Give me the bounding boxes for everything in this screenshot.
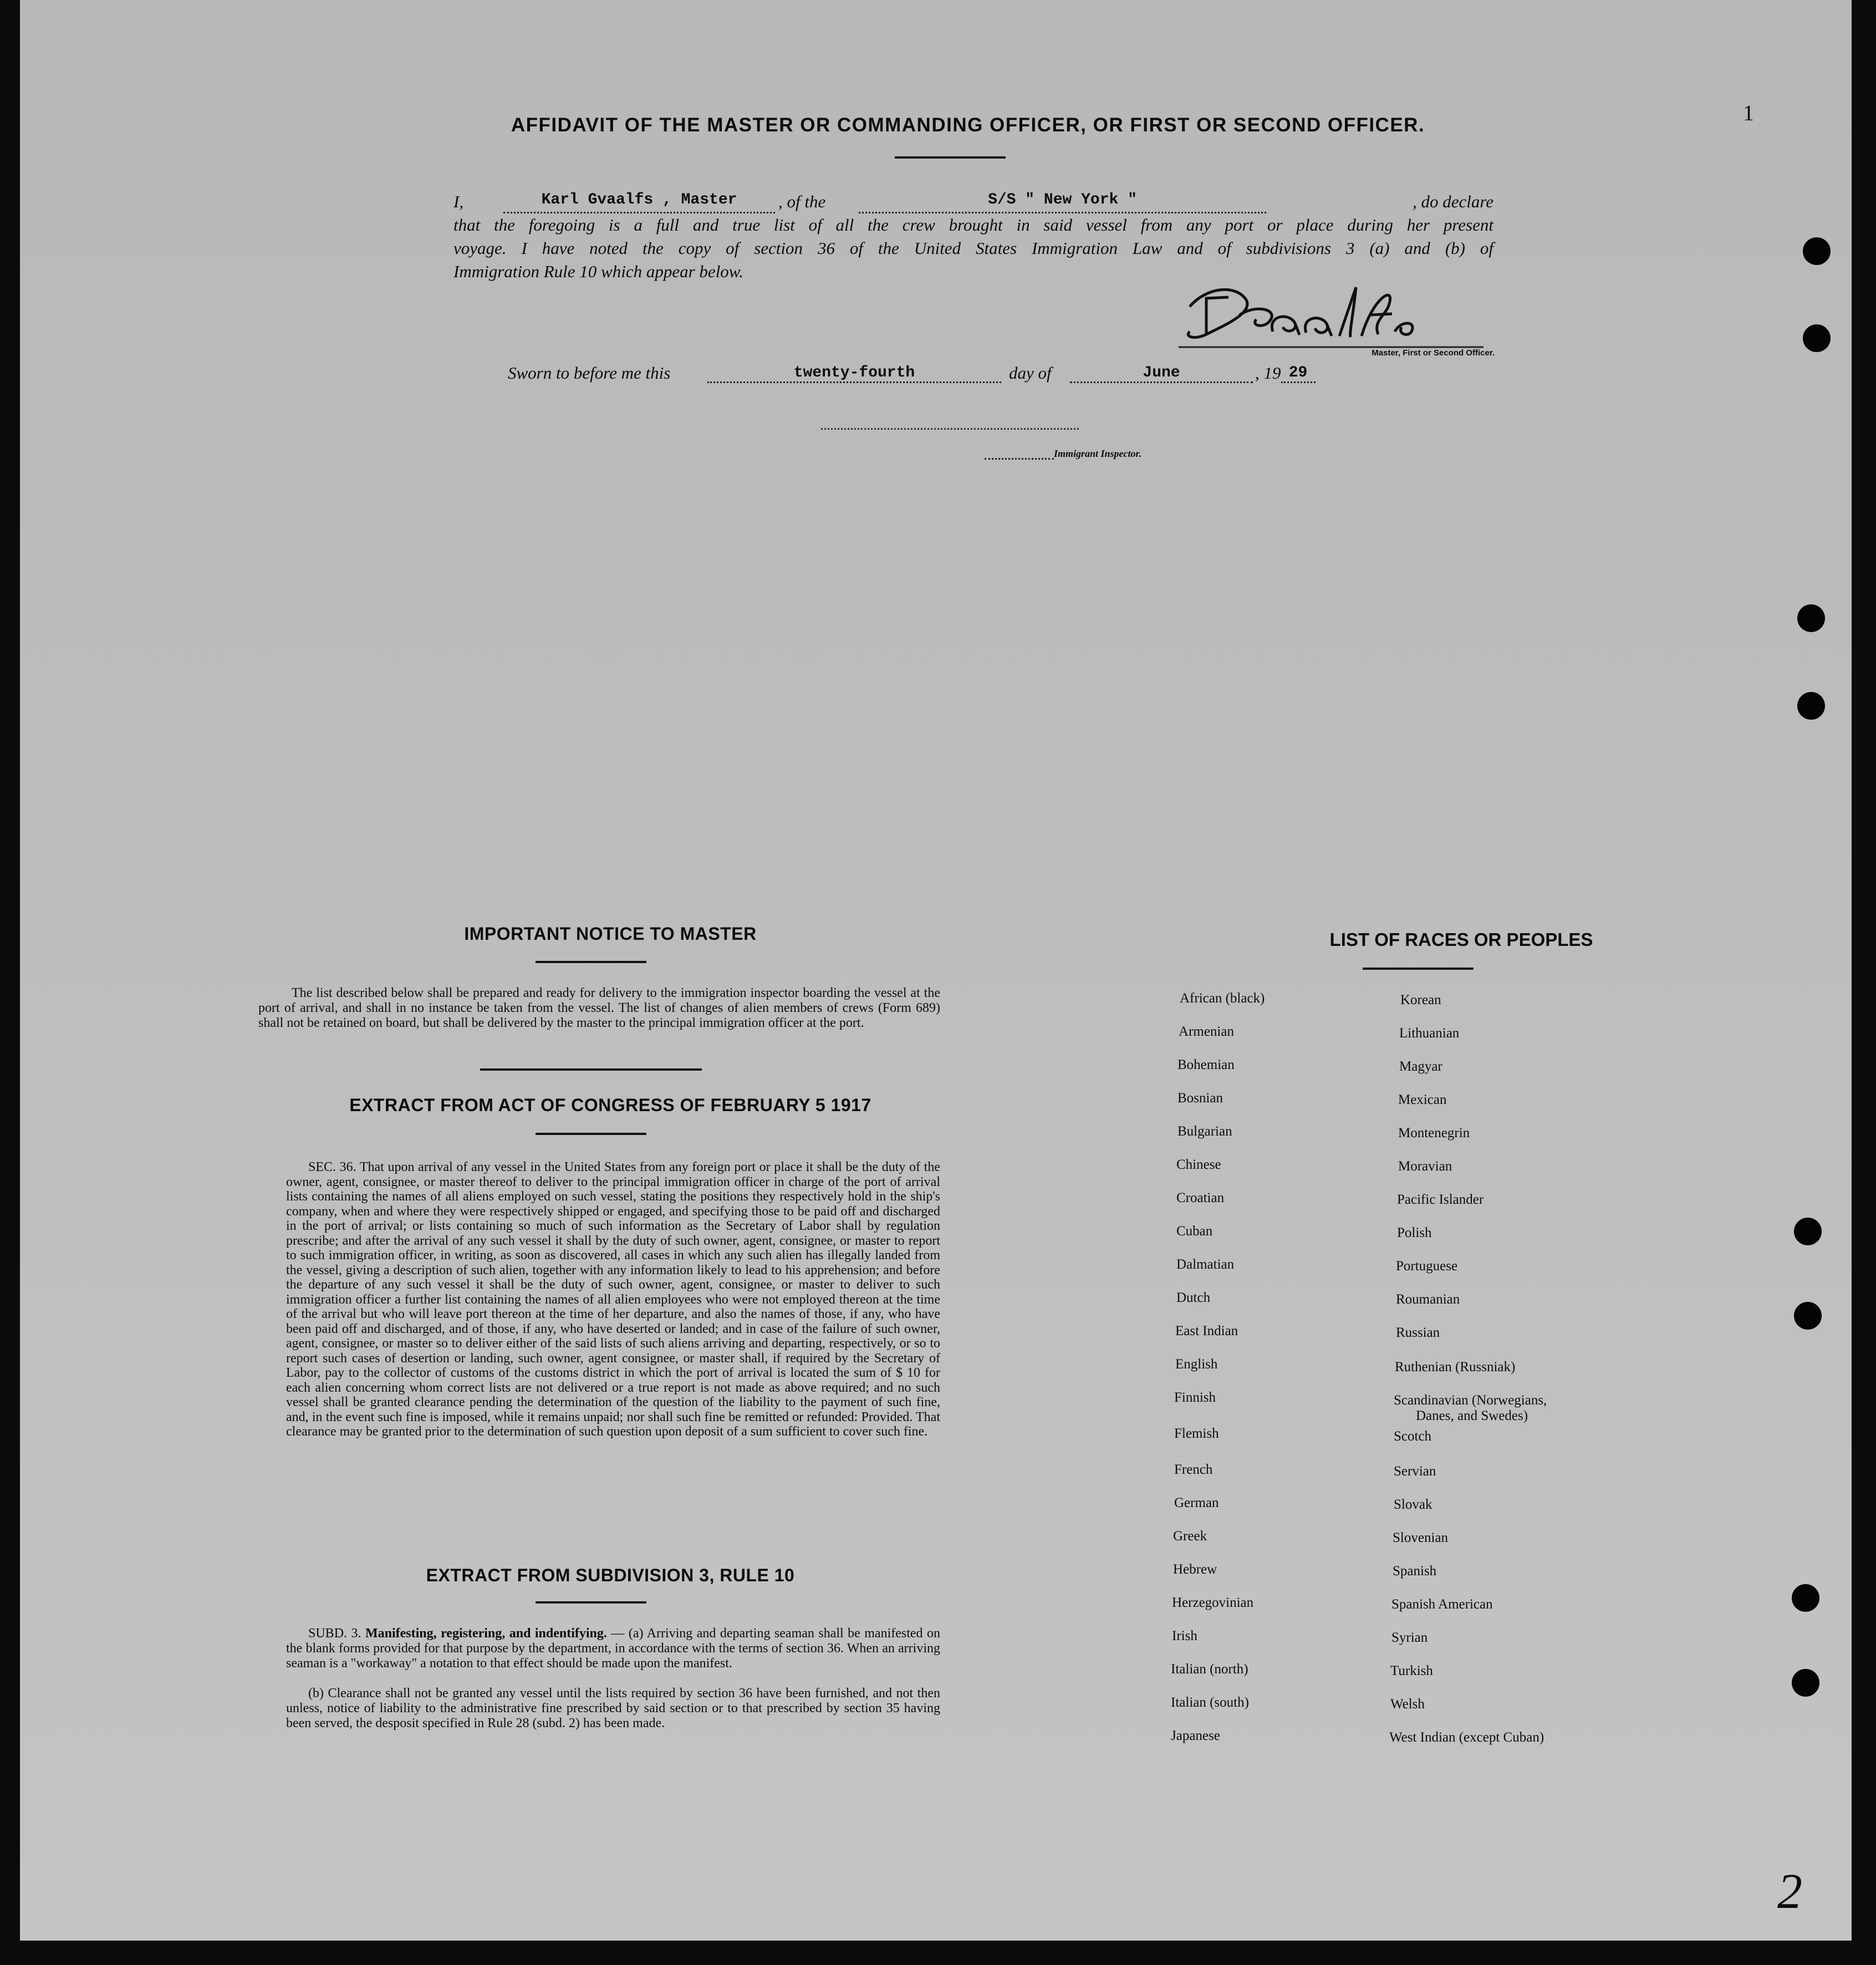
- race-item: Moravian: [1398, 1159, 1452, 1174]
- race-item: Chinese: [1176, 1157, 1221, 1172]
- race-item: Dalmatian: [1176, 1257, 1235, 1272]
- act-title: EXTRACT FROM ACT OF CONGRESS OF FEBRUARY 5 1917: [349, 1095, 871, 1115]
- document-page: [20, 0, 1852, 1941]
- race-item: African (black): [1180, 991, 1265, 1006]
- sworn-line: [508, 363, 1328, 383]
- races-underline: [1363, 968, 1474, 970]
- punch-hole: [1797, 692, 1825, 720]
- of-the-label: , of the: [778, 192, 826, 211]
- punch-hole: [1803, 237, 1831, 265]
- race-item: Flemish: [1174, 1426, 1219, 1441]
- do-declare-label: , do declare: [1412, 192, 1493, 211]
- race-item: Pacific Islander: [1397, 1192, 1484, 1207]
- race-item: Slovenian: [1393, 1530, 1448, 1545]
- race-item: Bulgarian: [1177, 1124, 1232, 1139]
- race-item: Bosnian: [1177, 1091, 1223, 1106]
- race-item: Slovak: [1394, 1497, 1433, 1512]
- punch-hole: [1792, 1669, 1819, 1697]
- section-divider: [480, 1068, 702, 1071]
- affidavit-title: AFFIDAVIT OF THE MASTER OR COMMANDING OFFICER, OR FIRST OR SECOND OFFICER.: [511, 114, 1425, 136]
- race-item: Cuban: [1176, 1224, 1213, 1239]
- race-item: Croatian: [1176, 1190, 1225, 1205]
- race-item: Servian: [1394, 1464, 1436, 1479]
- affidavit-body: [453, 189, 1493, 283]
- signature-caption: Master, First or Second Officer.: [1372, 348, 1495, 358]
- race-item: Hebrew: [1173, 1562, 1217, 1577]
- race-item: Spanish American: [1391, 1597, 1493, 1612]
- act-underline: [536, 1133, 646, 1135]
- race-item: Portuguese: [1396, 1259, 1458, 1274]
- year-suffix-field: 29: [1281, 364, 1316, 383]
- race-item: Lithuanian: [1399, 1026, 1460, 1041]
- race-item: Ruthenian (Russniak): [1395, 1360, 1516, 1375]
- vessel-name-field: S/S " New York ": [859, 189, 1266, 213]
- race-item: West Indian (except Cuban): [1389, 1730, 1544, 1745]
- corner-mark: 1: [1743, 100, 1754, 125]
- punch-hole: [1803, 324, 1831, 352]
- race-item: Korean: [1400, 992, 1441, 1007]
- race-item: Mexican: [1398, 1092, 1447, 1107]
- race-item: Herzegovinian: [1172, 1595, 1254, 1610]
- page-mark: 2: [1777, 1864, 1802, 1919]
- race-item: Finnish: [1174, 1390, 1216, 1405]
- sworn-month-field: June: [1070, 364, 1253, 383]
- race-item: French: [1174, 1462, 1213, 1477]
- notice-underline: [536, 961, 646, 963]
- subd-text-a: — (a) Arriving and departing seaman shall be manifested on the blank forms provided for that purpose by the department, in accordance with the terms of section 36. When an arriving seaman is a "workaway" a notation to that effect should be made upon the manifest.: [286, 1626, 941, 1671]
- race-item: Japanese: [1171, 1728, 1220, 1743]
- race-item: Roumanian: [1396, 1292, 1460, 1307]
- inspector-label: Immigrant Inspector.: [1054, 448, 1142, 459]
- rule-title: EXTRACT FROM SUBDIVISION 3, RULE 10: [426, 1565, 795, 1585]
- race-item: Scandinavian (Norwegians,: [1394, 1393, 1547, 1408]
- day-of-label: day of: [1009, 363, 1052, 383]
- punch-hole: [1792, 1584, 1819, 1612]
- race-item: East Indian: [1175, 1323, 1238, 1338]
- master-name-field: Karl Gvaalfs , Master: [503, 189, 775, 213]
- race-item: Spanish: [1393, 1564, 1437, 1579]
- race-item: Danes, and Swedes): [1416, 1408, 1528, 1423]
- race-item: Bohemian: [1177, 1057, 1235, 1072]
- race-item: Polish: [1397, 1225, 1432, 1240]
- race-item: Armenian: [1179, 1024, 1234, 1039]
- inspector-signature-line: [821, 427, 1079, 430]
- race-item: Montenegrin: [1398, 1126, 1470, 1141]
- race-item: Turkish: [1390, 1663, 1433, 1678]
- race-item: Magyar: [1399, 1059, 1442, 1074]
- race-item: Welsh: [1390, 1697, 1425, 1712]
- races-title: LIST OF RACES OR PEOPLES: [1329, 929, 1593, 950]
- punch-hole: [1794, 1302, 1822, 1330]
- race-item: Russian: [1396, 1325, 1440, 1340]
- rule-underline: [536, 1601, 646, 1603]
- title-underline: [895, 156, 1006, 159]
- affidavit-line-1: [453, 189, 1493, 213]
- notice-title: IMPORTANT NOTICE TO MASTER: [464, 924, 757, 944]
- race-item: Greek: [1173, 1529, 1207, 1544]
- punch-hole: [1794, 1218, 1822, 1245]
- race-item: English: [1175, 1357, 1218, 1372]
- race-item: Italian (south): [1171, 1695, 1249, 1710]
- inspector-field: [985, 448, 1141, 460]
- notice-body: The list described below shall be prepared and ready for delivery to the immigration inspector boarding the vessel at the port of arrival, and shall in no instance be taken from the vessel. The list of changes of alien members of crews (Form 689) shall not be retained on board, but shall be delivered by the master to the principal immigration officer at the port.: [258, 986, 940, 1030]
- affidavit-line-2: that the foregoing is a full and true list of all the crew brought in said vessel from any port or place during her present: [453, 215, 1493, 235]
- race-item: Irish: [1172, 1628, 1197, 1643]
- punch-hole: [1797, 604, 1825, 632]
- sworn-label: Sworn to before me this: [508, 363, 671, 383]
- rule-para-b: (b) Clearance shall not be granted any vessel until the lists required by section 36 have been furnished, and not then unless, notice of liability to the administrative fine prescribed by said section or to that prescribed by section 35 having been served, the desposit specified in Rule 28 (subd. 2) has been made.: [286, 1686, 940, 1730]
- race-item: Italian (north): [1171, 1662, 1248, 1677]
- race-item: Dutch: [1176, 1290, 1211, 1305]
- subd-label: SUBD. 3.: [308, 1626, 361, 1641]
- race-item: German: [1174, 1495, 1219, 1510]
- race-item: Scotch: [1394, 1429, 1432, 1444]
- race-item: Syrian: [1391, 1630, 1428, 1645]
- affidavit-line-3: voyage. I have noted the copy of section 36 of the United States Immigration Law and of subdivisions 3 (a) and (b) of: [453, 238, 1493, 258]
- affidavit-line-4: Immigration Rule 10 which appear below.: [453, 262, 743, 281]
- i-label: I,: [453, 192, 464, 211]
- subd-heading: Manifesting, registering, and indentifying.: [365, 1626, 607, 1641]
- act-body: SEC. 36. That upon arrival of any vessel in the United States from any foreign port or place it shall be the duty of the owner, agent, consignee, or master thereof to deliver to the principal immigration officer in charge of the port of arrival lists containing the names of all aliens employed on such vessel, stating the positions they respectively hold in the ship's company, when and where they were respectively shipped or engaged, and specifying those to be paid off and discharged in the port of arrival; or lists containing so much of such information as the Secretary of Labor shall by regulation prescribe; and after the arrival of any such vessel it shall by the duty of such owner, agent, consignee, or master to report to such immigration officer, in writing, as soon as discovered, all cases in which any such alien has illegally landed from the vessel, giving a description of such alien, together with any information likely to lead to his apprehension; and before the departure of any such vessel it shall be the duty of such owner, agent, consignee, or master to deliver to such immigration officer a further list containing the names of all alien employees who were not employed thereon at the time of the arrival but who will leave port thereon at the time of her departure, and also the names of those, if any, who have been paid off and discharged, and of those, if any, who have deserted or landed; and in case of the failure of such owner, agent, consignee, or master so to deliver either of the said lists of such aliens arriving and departing, respectively, or so to report such cases of desertion or landing, such owner, agent consignee, or master shall, if required by the Secretary of Labor, pay to the collector of customs of the customs district in which the port of arrival is located the sum of $ 10 for each alien concerning whom correct lists are not delivered or a true report is not made as above required; and no such vessel shall be granted clearance pending the determination of the question of the liability to the payment of such fine, and, in the event such fine is imposed, while it remains unpaid; nor shall such fine be remitted or refunded: Provided. That clearance may be granted prior to the determination of such question upon deposit of a sum sufficient to cover such fine.: [286, 1160, 940, 1439]
- sworn-day-field: twenty-fourth: [707, 364, 1001, 383]
- rule-para-a: [286, 1626, 940, 1671]
- master-signature: [1173, 282, 1495, 348]
- year-prefix: , 19: [1255, 363, 1281, 383]
